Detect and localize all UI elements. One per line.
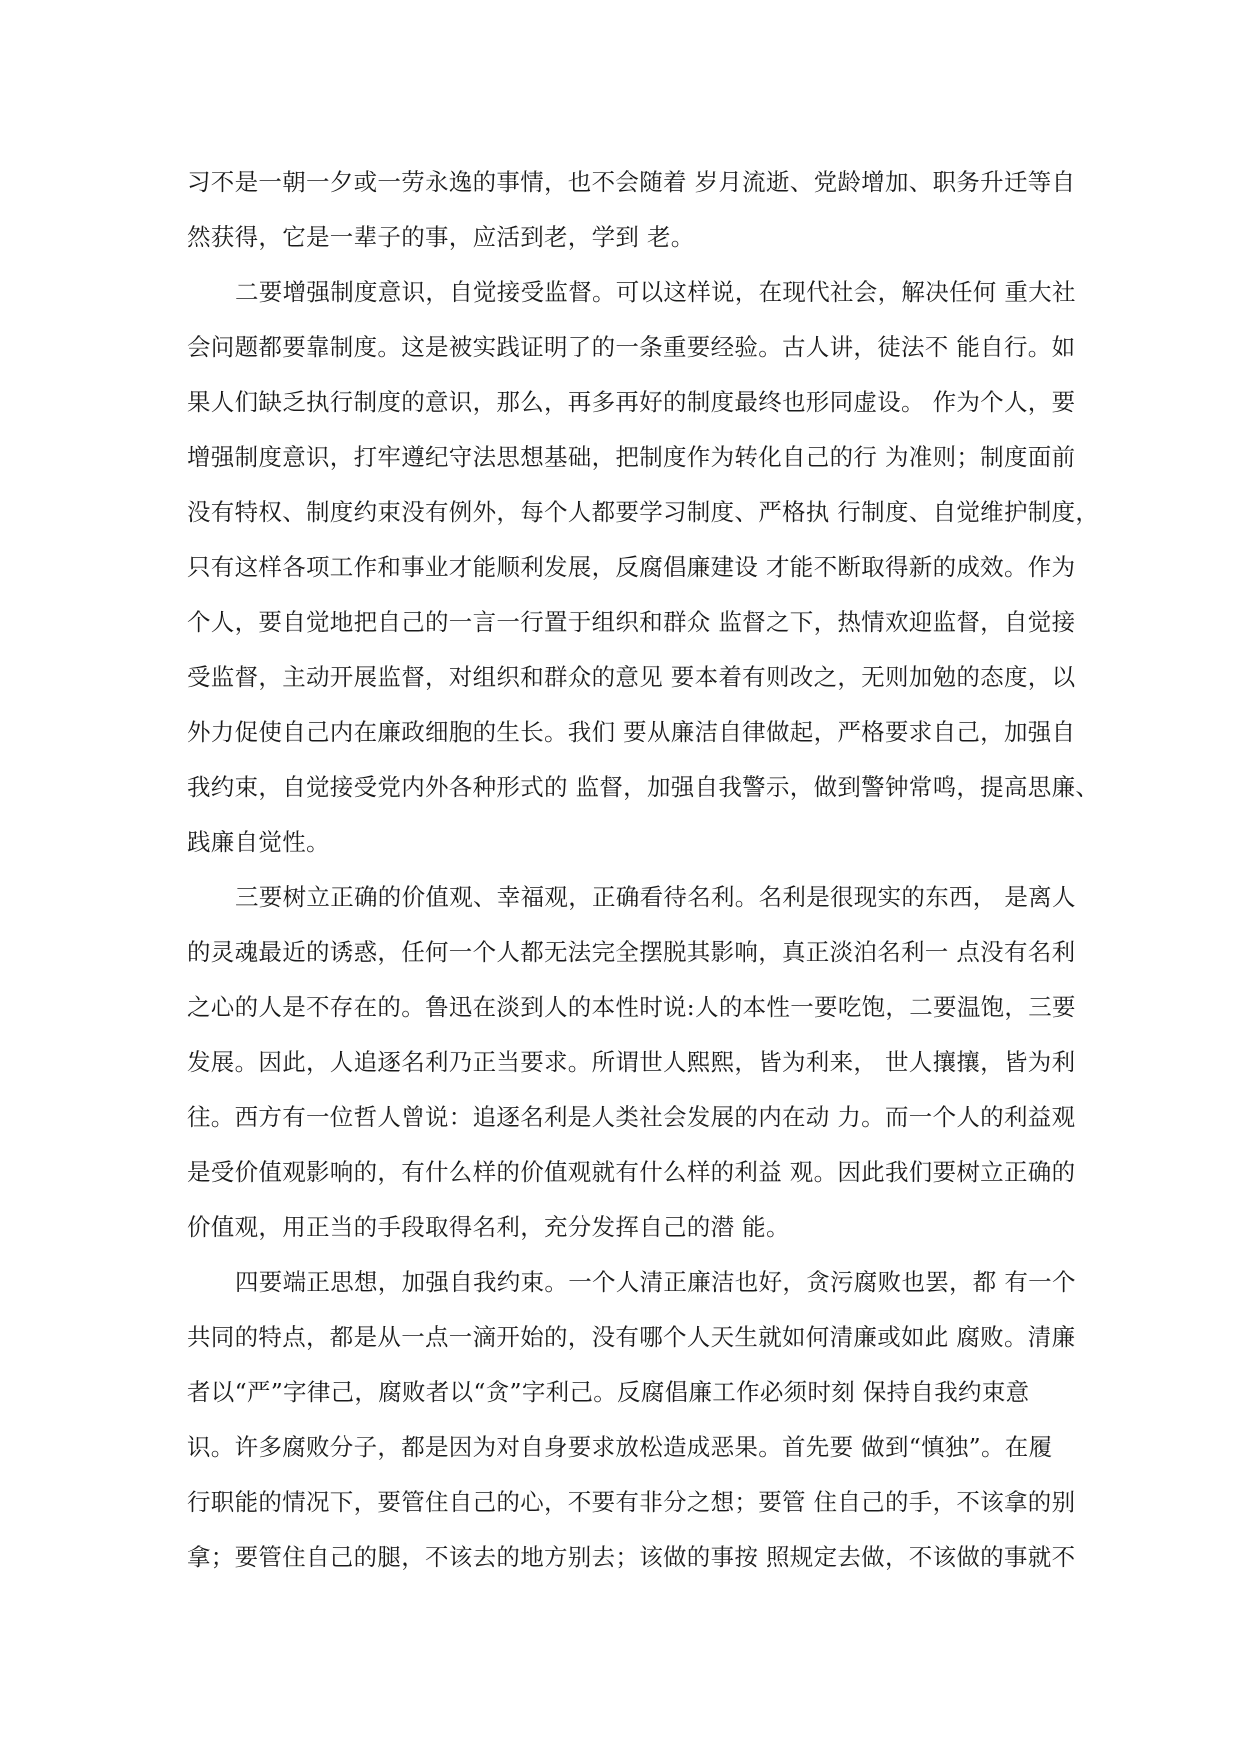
text-line: 发展。因此，人追逐名利乃正当要求。所谓世人熙熙，皆为利来， 世人攘攘，皆为利 xyxy=(187,1048,1076,1076)
text-line: 往。西方有一位哲人曾说：追逐名利是人类社会发展的内在动 力。而一个人的利益观 xyxy=(187,1103,1076,1131)
text-line: 者以“严”字律己，腐败者以“贪”字利己。反腐倡廉工作必须时刻 保持自我约束意 xyxy=(187,1378,1030,1406)
text-line: 之心的人是不存在的。鲁迅在淡到人的本性时说:人的本性一要吃饱，二要温饱，三要 xyxy=(187,993,1076,1021)
text-line: 果人们缺乏执行制度的意识，那么，再多再好的制度最终也形同虚设。 作为个人，要 xyxy=(187,388,1076,416)
paragraph-2 xyxy=(187,277,1100,882)
text-line: 二要增强制度意识，自觉接受监督。可以这样说，在现代社会，解决任何 重大社 xyxy=(235,278,1076,306)
text-line: 四要端正思想，加强自我约束。一个人清正廉洁也好，贪污腐败也罢，都 有一个 xyxy=(235,1268,1076,1296)
text-line: 践廉自觉性。 xyxy=(187,828,330,856)
text-line: 的灵魂最近的诱惑，任何一个人都无法完全摆脱其影响，真正淡泊名利一 点没有名利 xyxy=(187,938,1076,966)
text-line: 我约束，自觉接受党内外各种形式的 监督，加强自我警示，做到警钟常鸣，提高思廉、 xyxy=(187,773,1100,801)
text-line: 个人，要自觉地把自己的一言一行置于组织和群众 监督之下，热情欢迎监督，自觉接 xyxy=(187,608,1076,636)
text-line: 价值观，用正当的手段取得名利，充分发挥自己的潜 能。 xyxy=(187,1213,790,1241)
text-line: 行职能的情况下，要管住自己的心，不要有非分之想；要管 住自己的手，不该拿的别 xyxy=(187,1488,1076,1516)
paragraph-4 xyxy=(187,1267,1076,1597)
document-body xyxy=(187,167,1100,1597)
text-line: 只有这样各项工作和事业才能顺利发展，反腐倡廉建设 才能不断取得新的成效。作为 xyxy=(187,553,1076,581)
text-line: 会问题都要靠制度。这是被实践证明了的一条重要经验。古人讲，徒法不 能自行。如 xyxy=(187,333,1076,361)
text-line: 共同的特点，都是从一点一滴开始的，没有哪个人天生就如何清廉或如此 腐败。清廉 xyxy=(187,1323,1076,1351)
text-line: 增强制度意识，打牢遵纪守法思想基础，把制度作为转化自己的行 为准则；制度面前 xyxy=(187,443,1076,471)
text-line: 外力促使自己内在廉政细胞的生长。我们 要从廉洁自律做起，严格要求自己，加强自 xyxy=(187,718,1076,746)
text-line: 习不是一朝一夕或一劳永逸的事情，也不会随着 岁月流逝、党龄增加、职务升迁等自 xyxy=(187,168,1076,196)
paragraph-3 xyxy=(187,882,1076,1267)
text-line: 然获得，它是一辈子的事，应活到老，学到 老。 xyxy=(187,223,695,251)
text-line: 识。许多腐败分子，都是因为对自身要求放松造成恶果。首先要 做到“慎独”。在履 xyxy=(187,1433,1053,1461)
text-line: 是受价值观影响的，有什么样的价值观就有什么样的利益 观。因此我们要树立正确的 xyxy=(187,1158,1076,1186)
text-line: 受监督，主动开展监督，对组织和群众的意见 要本着有则改之，无则加勉的态度，以 xyxy=(187,663,1076,691)
text-line: 拿；要管住自己的腿，不该去的地方别去；该做的事按 照规定去做，不该做的事就不 xyxy=(187,1543,1076,1571)
text-line: 三要树立正确的价值观、幸福观，正确看待名利。名利是很现实的东西， 是离人 xyxy=(235,883,1076,911)
paragraph-1-continued xyxy=(187,167,1076,277)
text-line: 没有特权、制度约束没有例外，每个人都要学习制度、严格执 行制度、自觉维护制度， xyxy=(187,498,1100,526)
